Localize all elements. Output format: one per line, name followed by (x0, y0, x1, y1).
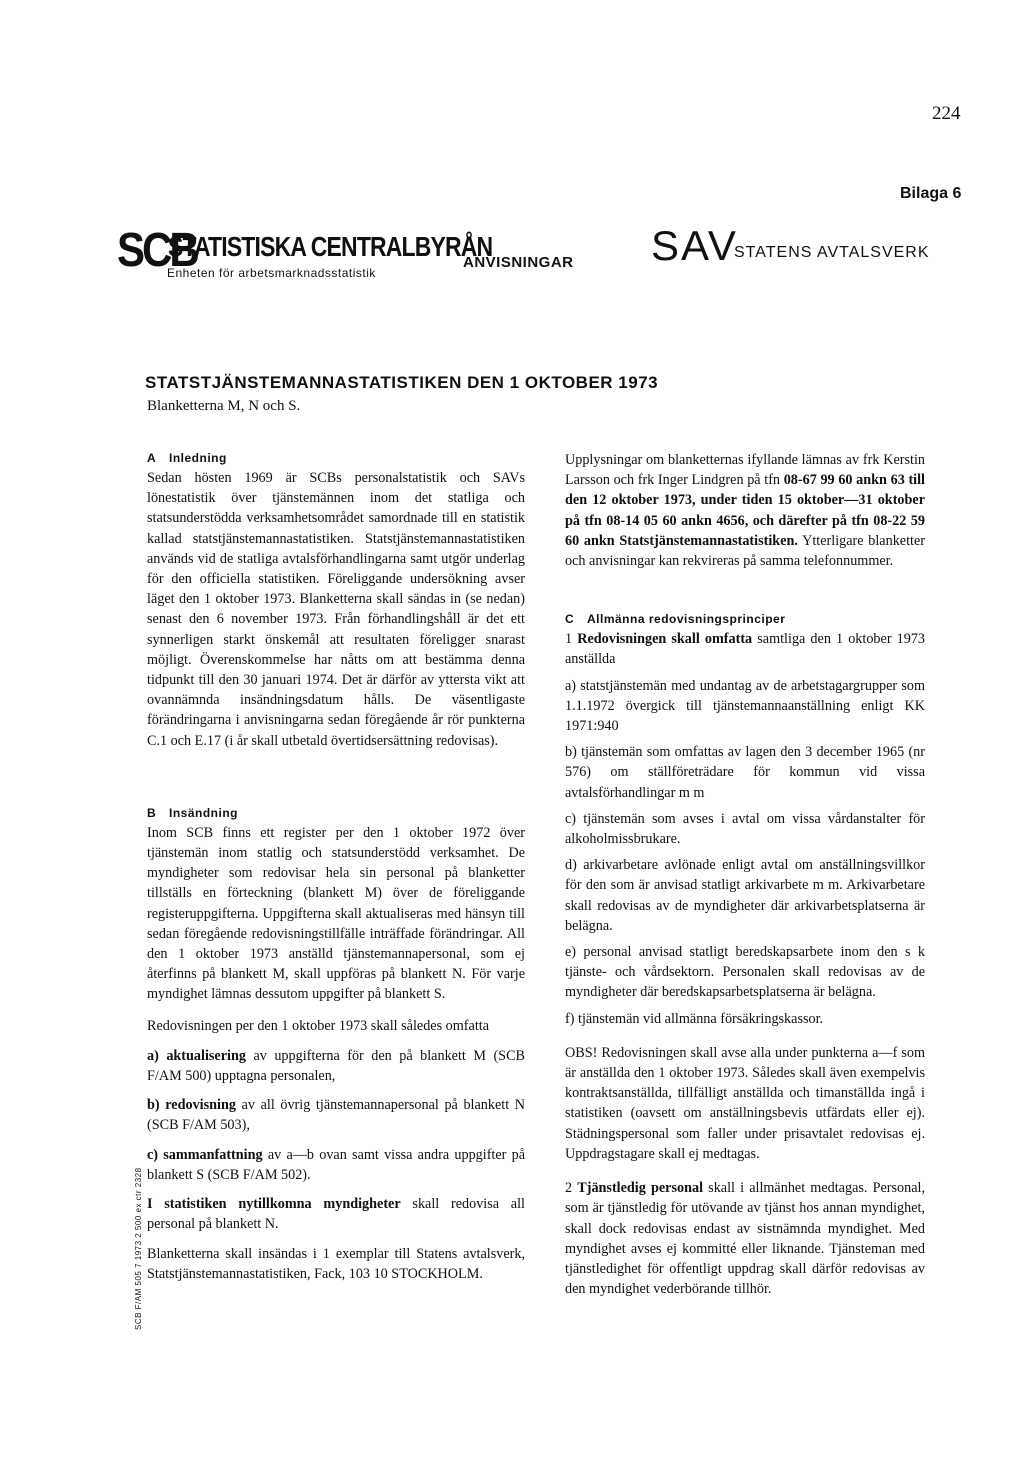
scope-item-a: a) statstjänstemän med undantag av de arbetstagargrupper som 1.1.1972 övergick till tjänstemannaanställning enligt KK 1971:940 (565, 677, 925, 735)
point-1-bold: Redovisningen skall omfatta (577, 631, 753, 648)
section-a-letter: A (147, 451, 157, 465)
contact-after: Ytterligare blanketter och anvisningar kan rekvireras på samma telefonnummer. (565, 532, 925, 570)
document-subtitle: Blanketterna M, N och S. (147, 398, 301, 414)
section-a-heading (147, 448, 525, 468)
item-c-label: c) (147, 1146, 159, 1163)
new-authorities-bold: I statistiken nytillkomna myndigheter (147, 1196, 401, 1213)
item-b-label: b) (147, 1097, 160, 1114)
point-1 (565, 629, 925, 669)
section-b-body: Inom SCB finns ett register per den 1 oktober 1972 över tjänstemän inom statlig och statsunderstödd verksamhet. De myndigheter som redovisar hela sin personal på blanketter tillställs en förteckning (blankett M) över de föreliggande registeruppgifterna. Uppgifterna skall aktualiseras med hänsyn till sedan föregående redovisningstillfälle inträffade förändringar. All den 1 oktober 1973 anställd tjänstemannapersonal, som ej återfinns på blankett M, skall uppföras på blankett N. För varje myndighet lämnas dessutom uppgifter på blankett S. (147, 824, 525, 1003)
item-a-text: av uppgifterna för den på blankett M (SCB F/AM 500) upptagna personalen, (147, 1047, 526, 1085)
point-2 (565, 1178, 925, 1299)
section-b-letter: B (147, 805, 157, 820)
scb-logo: SCB (117, 222, 197, 277)
mailing-instructions: Blanketterna skall insändas i 1 exemplar till Statens avtalsverk, Statstjänstemannastatistiken, Fack, 103 10 STOCKHOLM. (147, 1245, 525, 1282)
section-a-body: Sedan hösten 1969 är SCBs personalstatistik och SAVs lönestatistik över tjänstemännen inom det statliga och statsunderstödda verksamhetsområdet samordnade till en statistik kallad statstjänstemannastatistiken. Statstjänstemannastatistiken används vid de statliga avtalsförhandlingarna samt utgör underlag för den officiella statistiken. Föreliggande undersökning avser läget den 1 oktober 1973. Blanketterna skall sändas in (se nedan) senast den 6 november 1973. Från förhandlingshåll är det ett synnerligen starkt önskemål att resultaten föreligger snarast möjligt. Överenskommelse har nåtts om att bestämma denna tidpunkt till den 30 januari 1974. Det är därför av yttersta vikt att ovannämnda insändningsdatum hålls. De väsentligaste förändringarna i anvisningarna sedan föregående år rör punkterna C.1 och E.17 (i år skall utbetald övertidsersättning redovisas). (147, 470, 525, 749)
anvisningar-label: ANVISNINGAR (463, 254, 574, 271)
contact-info (565, 450, 925, 571)
scope-item-e: e) personal anvisad statligt beredskapsarbete inom den s k tjänste- och vårdsektorn. Personalen skall redovisas av de myndigheter där beredskapsarbetsplatserna är belägna. (565, 944, 925, 1001)
report-item-a (147, 1046, 525, 1086)
section-a-title: Inledning (169, 451, 227, 465)
page-number: 224 (932, 103, 961, 124)
scope-item-b: b) tjänstemän som omfattas av lagen den 3 december 1965 (nr 576) om ställföreträdare för kommun vid vissa avtalsförhandlingar m m (565, 744, 925, 801)
item-a-term: aktualisering (166, 1047, 246, 1064)
section-b-heading (147, 803, 525, 823)
item-a-label: a) (147, 1047, 159, 1064)
scope-list (565, 676, 925, 1029)
section-c-title: Allmänna redovisningsprinciper (587, 612, 786, 627)
contact-text: Upplysningar om blanketternas ifyllande lämnas av frk Kerstin Larsson och frk Inger Lindgren på tfn (565, 452, 925, 489)
item-c-term: sammanfattning (163, 1146, 263, 1163)
point-2-bold: Tjänstledig personal (577, 1180, 704, 1197)
scope-item-d: d) arkivarbetare avlönade enligt avtal om anställningsvillkor för den som är anvisad statligt arkivarbete m m. Arkivarbetare skall redovisas av de myndigheter där arkivarbetsplatserna är belägna. (565, 857, 925, 934)
report-item-b (147, 1095, 525, 1135)
scope-item-f: f) tjänstemän vid allmänna försäkringskassor. (565, 1010, 824, 1027)
obs-note: OBS! Redovisningen skall avse alla under punkterna a—f som är anställda den 1 oktober 1973. Således skall även exempelvis kontraktsanställda, tillfälligt anställda och timanställda ingå i statistiken (oavsett om anställningsbevis utfärdats eller ej). Städningspersonal som faller under prisavtalet redovisas ej. Uppdragstagare skall ej medtagas. (565, 1044, 925, 1162)
section-c-heading (565, 609, 925, 629)
new-authorities-rest: skall redovisa all personal på blankett N. (147, 1196, 525, 1233)
left-column (147, 448, 525, 1284)
contact-phones: 08-67 99 60 ankn 63 till den 12 oktober 1973, under tiden 15 oktober—31 oktober på tfn 08-14 05 60 ankn 4656, och därefter på tfn 08-22 59 60 ankn Statstjänstemannastatistiken. (565, 472, 926, 549)
point-1-number: 1 (565, 631, 573, 648)
scope-item-c: c) tjänstemän som avses i avtal om vissa vårdanstalter för alkoholmissbrukare. (565, 810, 925, 848)
new-authorities-note (147, 1194, 525, 1234)
form-code: SCB F/AM 505 7 1973 2 500 ex ctr 2328 (134, 1167, 143, 1330)
item-b-term: redovisning (165, 1097, 236, 1114)
section-c-letter: C (565, 612, 575, 627)
point-2-number: 2 (565, 1180, 573, 1197)
sav-logo: SAV (651, 222, 738, 269)
report-item-c (147, 1145, 525, 1185)
point-2-rest: skall i allmänhet medtagas. Personal, som är tjänstledig för utövande av tjänst hos annan myndighet, skall dock redovisas endast av sistnämnda myndighet. Med myndighet avses ej kommitté eller liknande. Tjänsteman med tjänstledighet för offentligt uppdrag skall därför redovisas av den myndighet vederbörande tillhör. (565, 1180, 925, 1298)
report-intro: Redovisningen per den 1 oktober 1973 skall således omfatta (147, 1017, 489, 1034)
section-b-title: Insändning (169, 805, 238, 820)
sav-name: STATENS AVTALSVERK (734, 244, 930, 261)
appendix-label: Bilaga 6 (900, 185, 962, 202)
right-column (565, 450, 925, 1299)
item-c-text: av a—b ovan samt vissa andra uppgifter på blankett S (SCB F/AM 502). (147, 1146, 526, 1183)
point-1-rest: samtliga den 1 oktober 1973 anställda (565, 631, 926, 668)
document-title: STATSTJÄNSTEMANNASTATISTIKEN DEN 1 OKTOBER 1973 (145, 373, 659, 392)
item-b-text: av all övrig tjänstemannapersonal på blankett N (SCB F/AM 503), (147, 1097, 526, 1134)
scb-name: STATISTISKA CENTRALBYRÅN (168, 231, 493, 262)
scb-unit: Enheten för arbetsmarknadsstatistik (167, 266, 376, 280)
